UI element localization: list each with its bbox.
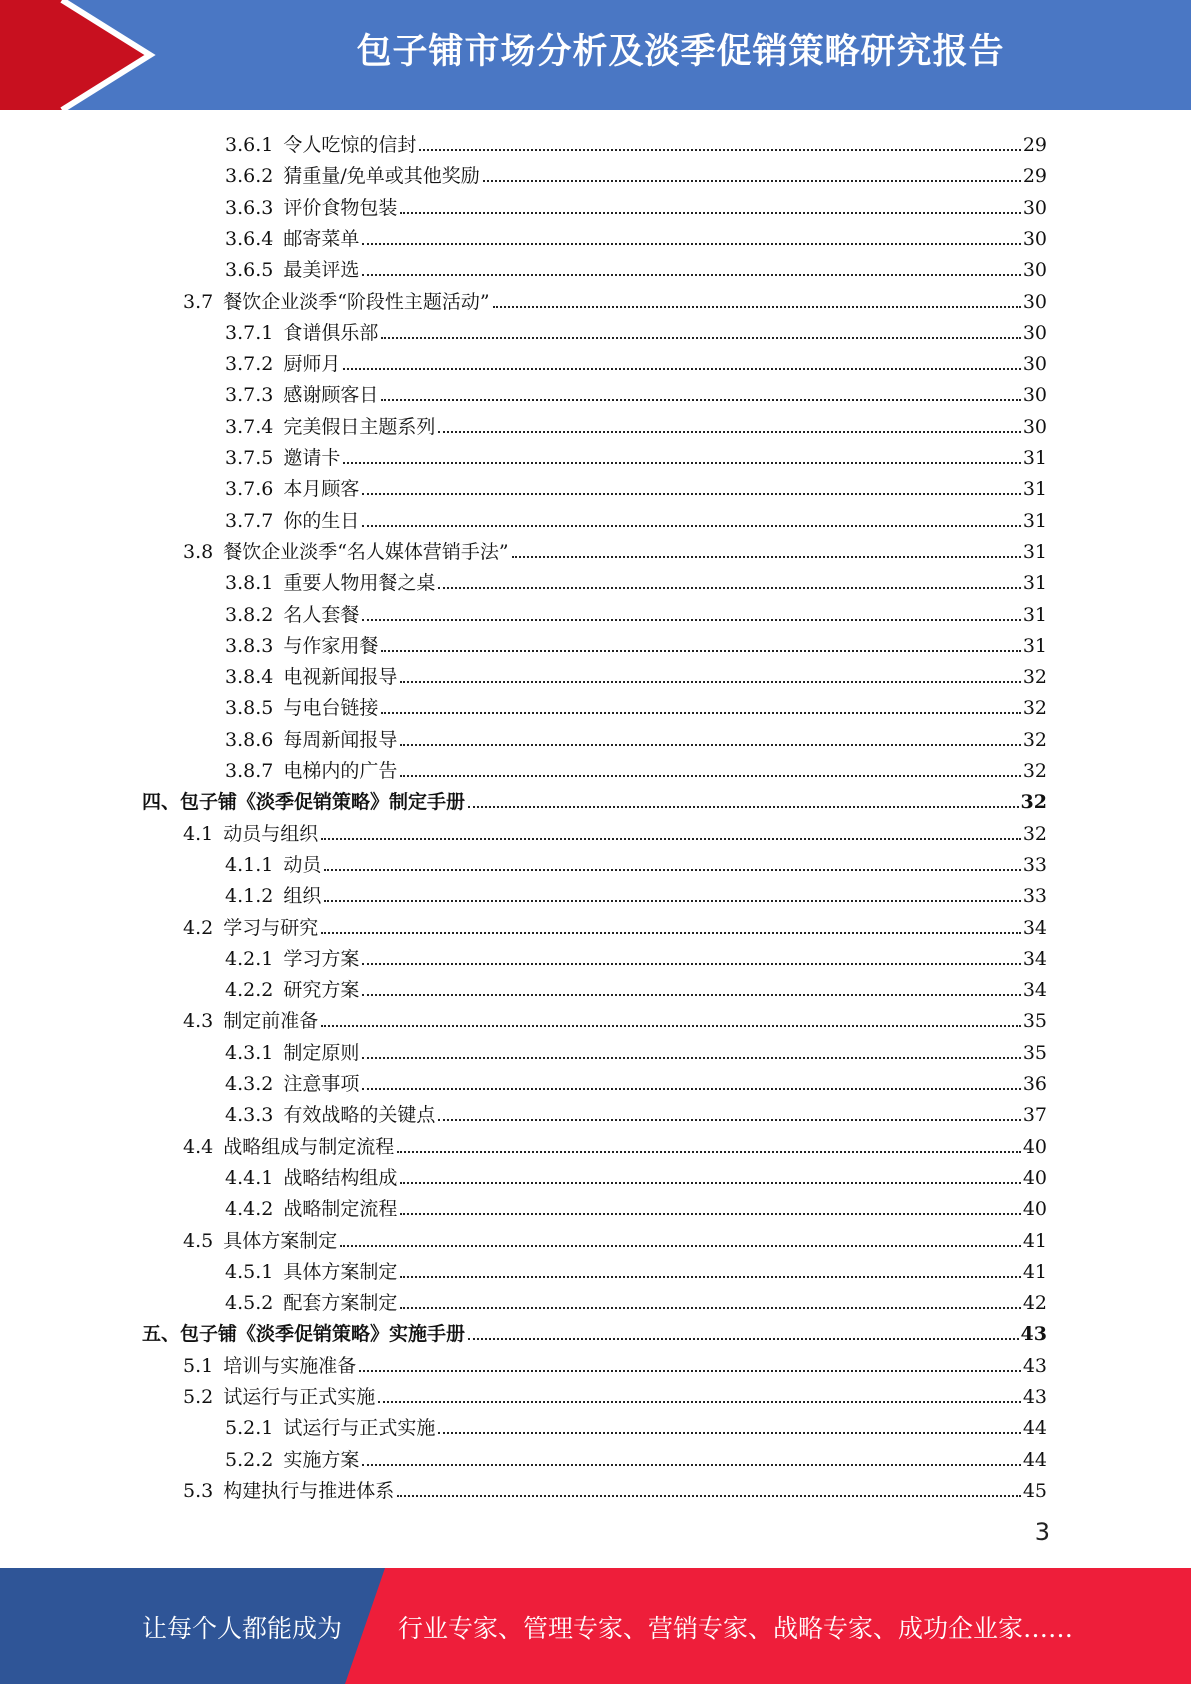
toc-entry-number: 3.8.1 — [225, 572, 274, 595]
toc-entry[interactable] — [183, 815, 1047, 846]
toc-entry-title: 包子铺《淡季促销策略》制定手册 — [180, 791, 466, 814]
footer-slogan-right: 行业专家、管理专家、营销专家、战略专家、成功企业家…… — [398, 1614, 1074, 1643]
toc-entry-title: 电梯内的广告 — [283, 760, 398, 782]
toc-entry-page: 30 — [1022, 321, 1047, 344]
toc-entry-title: 组织 — [283, 885, 322, 908]
toc-entry-title: 学习方案 — [283, 947, 360, 970]
toc-entry-number: 4.1 — [183, 822, 214, 845]
toc-entry-title: 试运行与正式实施 — [283, 1417, 436, 1440]
toc-dot-leader — [359, 1370, 1021, 1372]
page-number: 3 — [1034, 1518, 1050, 1546]
toc-dot-leader — [400, 212, 1020, 214]
toc-entry-number: 4.5 — [183, 1229, 214, 1252]
toc-entry-number: 3.8.5 — [225, 697, 274, 720]
toc-entry-title: 学习与研究 — [223, 916, 319, 939]
toc-entry-title: 培训与实施准备 — [223, 1354, 357, 1377]
toc-entry-page: 32 — [1022, 728, 1047, 751]
toc-entry-number: 3.7.4 — [225, 415, 274, 438]
toc-entry-page: 43 — [1022, 1354, 1047, 1377]
footer-slogan-left: 让每个人都能成为 — [142, 1614, 343, 1643]
toc-dot-leader — [400, 681, 1020, 683]
toc-entry-page: 41 — [1022, 1229, 1047, 1252]
toc-entry-page: 32 — [1022, 822, 1047, 845]
toc-entry[interactable] — [225, 220, 1047, 251]
toc-entry-title: 有效战略的关键点 — [283, 1104, 436, 1127]
toc-entry-page: 44 — [1022, 1417, 1047, 1440]
toc-entry-page: 41 — [1022, 1260, 1047, 1283]
toc-dot-leader — [362, 1057, 1020, 1059]
toc-entry-number: 3.7.1 — [225, 321, 274, 344]
toc-entry[interactable] — [225, 596, 1047, 627]
toc-entry-page: 42 — [1022, 1292, 1047, 1315]
toc-entry-number: 3.6.1 — [225, 134, 274, 156]
toc-dot-leader — [493, 306, 1021, 308]
toc-dot-leader — [381, 712, 1020, 714]
toc-entry-page: 31 — [1022, 572, 1047, 595]
toc-entry[interactable] — [183, 1128, 1047, 1159]
toc-entry[interactable] — [225, 752, 1047, 783]
toc-entry[interactable] — [225, 1253, 1047, 1284]
toc-entry-number: 3.8.2 — [225, 603, 274, 626]
toc-entry-title: 邮寄菜单 — [283, 227, 360, 250]
toc-entry-title: 战略组成与制定流程 — [223, 1135, 395, 1158]
toc-entry[interactable] — [225, 1441, 1047, 1472]
toc-dot-leader — [397, 1495, 1021, 1497]
toc-entry-page: 31 — [1022, 540, 1047, 563]
toc-entry-page: 31 — [1022, 509, 1047, 532]
toc-entry-page: 30 — [1022, 290, 1047, 313]
toc-dot-leader — [397, 1151, 1021, 1153]
toc-entry[interactable] — [225, 1409, 1047, 1440]
toc-entry-number: 4.3.1 — [225, 1041, 274, 1064]
toc-entry[interactable] — [183, 1002, 1047, 1033]
toc-entry-title: 电视新闻报导 — [283, 666, 398, 689]
toc-dot-leader — [343, 368, 1020, 370]
toc-entry[interactable] — [225, 408, 1047, 439]
toc-entry-number: 3.6.4 — [225, 227, 274, 250]
toc-dot-leader — [340, 1245, 1021, 1247]
toc-entry-number: 3.7.7 — [225, 509, 274, 532]
toc-entry-title: 令人吃惊的信封 — [283, 134, 417, 156]
toc-dot-leader — [362, 493, 1020, 495]
toc-entry-number: 3.7 — [183, 290, 214, 313]
toc-entry-title: 具体方案制定 — [223, 1229, 338, 1252]
toc-entry-title: 每周新闻报导 — [283, 728, 398, 751]
toc-entry[interactable] — [225, 1034, 1047, 1065]
toc-entry-title: 邀请卡 — [283, 447, 341, 469]
document-title: 包子铺市场分析及淡季促销策略研究报告 — [356, 32, 1005, 72]
toc-entry-title: 感谢顾客日 — [283, 384, 379, 407]
toc-entry-page: 33 — [1022, 885, 1047, 908]
toc-dot-leader — [362, 274, 1020, 276]
toc-entry[interactable] — [225, 157, 1047, 188]
toc-entry-page: 34 — [1022, 947, 1047, 970]
toc-entry-number: 4.3.2 — [225, 1073, 274, 1095]
toc-entry-page: 32 — [1022, 697, 1047, 720]
toc-entry-page: 40 — [1022, 1166, 1047, 1189]
toc-entry-page: 30 — [1022, 196, 1047, 219]
toc-entry-page: 32 — [1022, 760, 1047, 782]
toc-entry[interactable] — [225, 940, 1047, 971]
toc-entry-number: 5.2.1 — [225, 1417, 274, 1440]
toc-entry-number: 5.2.2 — [225, 1448, 274, 1471]
toc-entry[interactable] — [225, 314, 1047, 345]
toc-entry-page: 40 — [1022, 1198, 1047, 1221]
toc-entry[interactable] — [225, 689, 1047, 720]
toc-entry-page: 35 — [1022, 1041, 1047, 1064]
toc-entry-title: 最美评选 — [283, 259, 360, 282]
toc-dot-leader — [400, 1276, 1020, 1278]
toc-entry-title: 实施方案 — [283, 1448, 360, 1471]
toc-entry-title: 评价食物包装 — [283, 196, 398, 219]
toc-entry-title: 完美假日主题系列 — [283, 415, 436, 438]
toc-dot-leader — [400, 775, 1020, 777]
toc-entry[interactable] — [225, 470, 1047, 501]
toc-entry-page: 36 — [1022, 1073, 1047, 1095]
toc-entry-number: 4.5.2 — [225, 1292, 274, 1315]
toc-entry-page: 43 — [1020, 1323, 1047, 1346]
toc-entry-number: 4.2 — [183, 916, 214, 939]
toc-entry-page: 30 — [1022, 415, 1047, 438]
toc-entry-title: 餐饮企业淡季“阶段性主题活动” — [223, 290, 490, 313]
toc-entry-title: 动员 — [283, 853, 322, 876]
toc-dot-leader — [381, 337, 1020, 339]
toc-entry-page: 44 — [1022, 1448, 1047, 1471]
toc-entry-page: 30 — [1022, 353, 1047, 376]
toc-entry-page: 29 — [1022, 165, 1047, 188]
toc-entry-title: 制定前准备 — [223, 1010, 319, 1033]
toc-entry[interactable] — [183, 1347, 1047, 1378]
header-arrow-decoration — [0, 0, 190, 110]
toc-dot-leader — [362, 963, 1020, 965]
toc-entry-title: 配套方案制定 — [283, 1292, 398, 1315]
toc-dot-leader — [381, 650, 1020, 652]
toc-entry-title: 动员与组织 — [223, 822, 319, 845]
toc-entry-number: 3.6.5 — [225, 259, 274, 282]
toc-dot-leader — [362, 1088, 1020, 1090]
toc-entry[interactable] — [225, 1096, 1047, 1127]
toc-entry-number: 3.8.7 — [225, 760, 274, 782]
toc-entry-number: 四、 — [142, 791, 181, 814]
toc-entry-title: 研究方案 — [283, 979, 360, 1002]
toc-dot-leader — [483, 180, 1021, 182]
toc-dot-leader — [378, 1401, 1021, 1403]
toc-entry-number: 4.3.3 — [225, 1104, 274, 1127]
toc-entry-page: 31 — [1022, 447, 1047, 469]
toc-entry-title: 战略结构组成 — [283, 1166, 398, 1189]
toc-dot-leader — [324, 869, 1020, 871]
toc-entry[interactable] — [225, 439, 1047, 470]
page-header — [0, 0, 1191, 110]
toc-dot-leader — [438, 1119, 1020, 1121]
toc-entry-page: 31 — [1022, 634, 1047, 657]
toc-dot-leader — [512, 556, 1021, 558]
toc-entry-number: 3.8.6 — [225, 728, 274, 751]
toc-entry-title: 本月顾客 — [283, 478, 360, 501]
toc-dot-leader — [362, 1464, 1020, 1466]
toc-entry-number: 3.7.3 — [225, 384, 274, 407]
toc-entry-page: 30 — [1022, 227, 1047, 250]
toc-entry[interactable] — [183, 1222, 1047, 1253]
toc-entry-number: 五、 — [142, 1323, 181, 1346]
toc-entry[interactable] — [225, 251, 1047, 282]
toc-entry-number: 3.7.5 — [225, 447, 274, 469]
toc-dot-leader — [438, 1432, 1020, 1434]
toc-entry-page: 34 — [1022, 979, 1047, 1002]
toc-dot-leader — [438, 587, 1020, 589]
toc-entry-page: 31 — [1022, 603, 1047, 626]
toc-entry-page: 43 — [1022, 1386, 1047, 1408]
toc-entry-page: 30 — [1022, 259, 1047, 282]
toc-dot-leader — [362, 994, 1020, 996]
toc-dot-leader — [400, 1213, 1020, 1215]
toc-entry-number: 4.1.2 — [225, 885, 274, 908]
toc-entry-page: 32 — [1020, 791, 1047, 814]
toc-entry-page: 31 — [1022, 478, 1047, 501]
toc-entry-number: 4.5.1 — [225, 1260, 274, 1283]
toc-entry-page: 29 — [1022, 134, 1047, 156]
toc-entry-title: 包子铺《淡季促销策略》实施手册 — [180, 1323, 466, 1346]
toc-entry[interactable] — [225, 126, 1047, 157]
toc-entry-number: 3.6.2 — [225, 165, 274, 188]
toc-entry-page: 34 — [1022, 916, 1047, 939]
toc-entry-page: 33 — [1022, 853, 1047, 876]
toc-entry-title: 制定原则 — [283, 1041, 360, 1064]
toc-entry-title: 与电台链接 — [283, 697, 379, 720]
toc-entry-number: 3.7.2 — [225, 353, 274, 376]
toc-entry-page: 45 — [1022, 1479, 1047, 1502]
toc-entry[interactable] — [183, 533, 1047, 564]
toc-entry[interactable] — [225, 1159, 1047, 1190]
toc-dot-leader — [400, 1307, 1020, 1309]
toc-entry-number: 3.7.6 — [225, 478, 274, 501]
toc-entry-number: 5.2 — [183, 1386, 214, 1408]
toc-entry-title: 猜重量/免单或其他奖励 — [283, 165, 480, 188]
toc-entry-title: 餐饮企业淡季“名人媒体营销手法” — [223, 540, 509, 563]
toc-entry-page: 37 — [1022, 1104, 1047, 1127]
toc-dot-leader — [400, 1182, 1020, 1184]
toc-entry-page: 35 — [1022, 1010, 1047, 1033]
toc-entry-title: 你的生日 — [283, 509, 360, 532]
toc-entry-number: 3.8 — [183, 540, 214, 563]
toc-entry-title: 构建执行与推进体系 — [223, 1479, 395, 1502]
toc-dot-leader — [400, 744, 1020, 746]
toc-entry[interactable] — [225, 721, 1047, 752]
toc-entry-number: 3.8.3 — [225, 634, 274, 657]
toc-entry-number: 4.3 — [183, 1010, 214, 1033]
toc-entry-number: 4.2.2 — [225, 979, 274, 1002]
toc-entry-page: 32 — [1022, 666, 1047, 689]
toc-dot-leader — [321, 932, 1021, 934]
toc-entry-title: 注意事项 — [283, 1073, 360, 1095]
toc-dot-leader — [362, 243, 1020, 245]
toc-entry-title: 重要人物用餐之桌 — [283, 572, 436, 595]
toc-entry-title: 战略制定流程 — [283, 1198, 398, 1221]
toc-entry-title: 名人套餐 — [283, 603, 360, 626]
toc-entry[interactable] — [225, 658, 1047, 689]
toc-entry-title: 食谱俱乐部 — [283, 321, 379, 344]
toc-dot-leader — [362, 525, 1020, 527]
toc-dot-leader — [321, 1025, 1021, 1027]
toc-entry-number: 3.6.3 — [225, 196, 274, 219]
toc-dot-leader — [381, 399, 1020, 401]
toc-entry-number: 4.1.1 — [225, 853, 274, 876]
toc-entry-number: 4.4.2 — [225, 1198, 274, 1221]
toc-entry[interactable] — [225, 971, 1047, 1002]
toc-dot-leader — [438, 431, 1020, 433]
page-footer — [0, 1568, 1191, 1684]
toc-entry[interactable] — [225, 1065, 1047, 1096]
toc-entry[interactable] — [183, 1472, 1047, 1503]
toc-dot-leader — [468, 1338, 1019, 1340]
toc-entry[interactable] — [142, 1315, 1047, 1346]
toc-entry-number: 4.4.1 — [225, 1166, 274, 1189]
toc-dot-leader — [468, 806, 1019, 808]
toc-entry[interactable] — [225, 1190, 1047, 1221]
toc-entry-title: 具体方案制定 — [283, 1260, 398, 1283]
toc-entry[interactable] — [225, 846, 1047, 877]
toc-entry[interactable] — [225, 189, 1047, 220]
toc-entry-title: 试运行与正式实施 — [223, 1386, 376, 1408]
toc-entry[interactable] — [183, 1378, 1047, 1409]
toc-entry-number: 5.3 — [183, 1479, 214, 1502]
toc-entry[interactable] — [225, 877, 1047, 908]
toc-entry-number: 3.8.4 — [225, 666, 274, 689]
toc-entry[interactable] — [225, 502, 1047, 533]
toc-entry-page: 30 — [1022, 384, 1047, 407]
toc-entry-title: 与作家用餐 — [283, 634, 379, 657]
toc-entry-title: 厨师月 — [283, 353, 341, 376]
toc-entry[interactable] — [225, 345, 1047, 376]
toc-entry[interactable] — [142, 783, 1047, 814]
toc-entry[interactable] — [225, 627, 1047, 658]
toc-entry-number: 4.2.1 — [225, 947, 274, 970]
toc-dot-leader — [321, 838, 1021, 840]
toc-dot-leader — [343, 462, 1020, 464]
toc-entry-number: 4.4 — [183, 1135, 214, 1158]
toc-entry[interactable] — [225, 376, 1047, 407]
toc-dot-leader — [362, 619, 1020, 621]
toc-entry[interactable] — [225, 564, 1047, 595]
toc-dot-leader — [419, 149, 1020, 151]
toc-entry-page: 40 — [1022, 1135, 1047, 1158]
toc-entry[interactable] — [183, 909, 1047, 940]
toc-entry[interactable] — [183, 283, 1047, 314]
toc-dot-leader — [324, 900, 1020, 902]
toc-entry-number: 5.1 — [183, 1354, 214, 1377]
toc-entry[interactable] — [225, 1284, 1047, 1315]
